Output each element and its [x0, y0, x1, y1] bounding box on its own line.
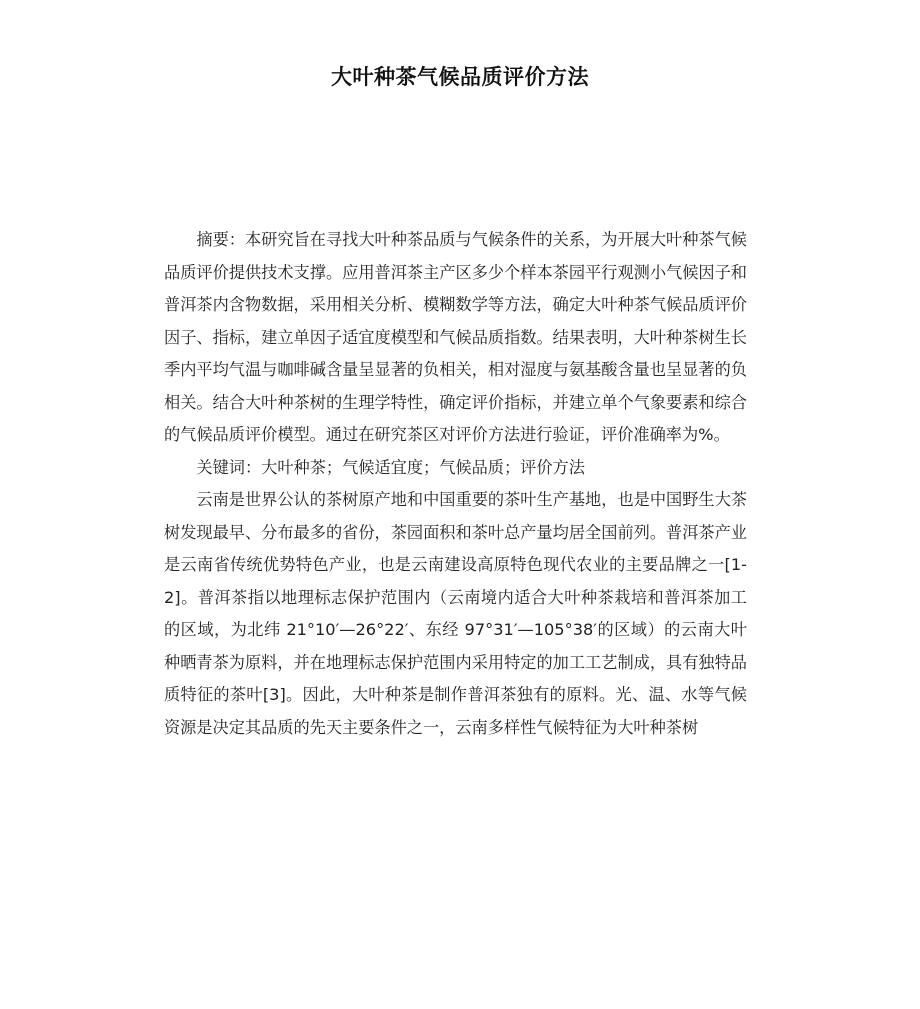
intro-paragraph: 云南是世界公认的茶树原产地和中国重要的茶叶生产基地，也是中国野生大茶树发现最早、分布最多的省份，茶园面积和茶叶总产量均居全国前列。普洱茶产业是云南省传统优势特色产业，也是云南建设高原特色现代农业的主要品牌之一[1-2]。普洱茶指以地理标志保护范围内（云南境内适合大叶种茶栽培和普洱茶加工的区域，为北纬 21°10′—26°22′、东经 97°31′—105°38′的区域）的云南大叶种晒青茶为原料，并在地理标志保护范围内采用特定的加工工艺制成，具有独特品质特征的茶叶[3]。因此，大叶种茶是制作普洱茶独有的原料。光、温、水等气候资源是决定其品质的先天主要条件之一，云南多样性气候特征为大叶种茶树 [164, 490, 747, 737]
document-title: 大叶种茶气候品质评价方法 [331, 65, 589, 89]
abstract-paragraph: 摘要：本研究旨在寻找大叶种茶品质与气候条件的关系，为开展大叶种茶气候品质评价提供技术支撑。应用普洱茶主产区多少个样本茶园平行观测小气候因子和普洱茶内含物数据，采用相关分析、模糊数学等方法，确定大叶种茶气候品质评价因子、指标，建立单因子适宜度模型和气候品质指数。结果表明，大叶种茶树生长季内平均气温与咖啡碱含量呈显著的负相关，相对湿度与氨基酸含量也呈显著的负相关。结合大叶种茶树的生理学特性，确定评价指标，并建立单个气象要素和综合的气候品质评价模型。通过在研究茶区对评价方法进行验证，评价准确率为%。 [164, 230, 747, 444]
keywords-paragraph: 关键词：大叶种茶；气候适宜度；气候品质；评价方法 [196, 457, 585, 477]
document-body [164, 224, 747, 744]
